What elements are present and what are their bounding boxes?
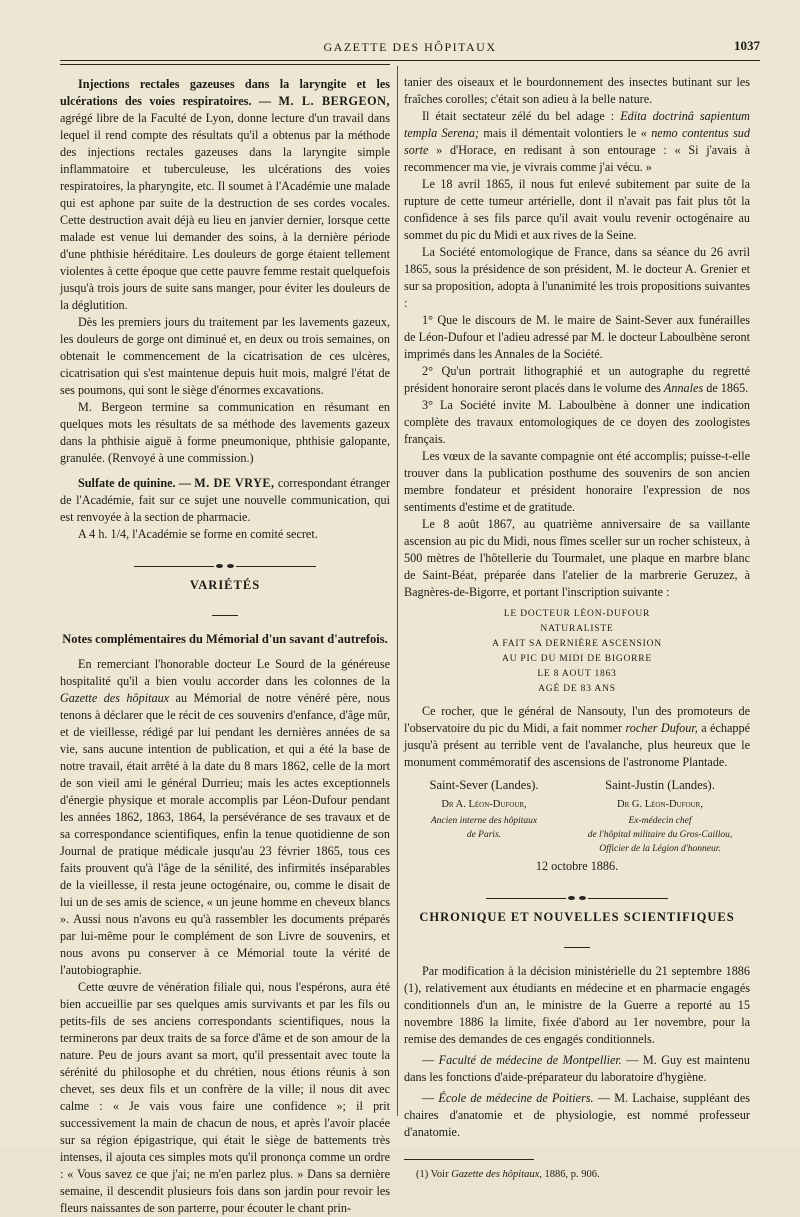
page-number: 1037: [734, 38, 760, 53]
title-rule: [60, 604, 390, 621]
varietes-subtitle: Notes complémentaires du Mémorial d'un savant d'autrefois.: [62, 632, 388, 646]
journal-title: GAZETTE DES HÔPITAUX: [323, 40, 497, 54]
section-separator: [60, 557, 390, 563]
signatures: [404, 777, 750, 855]
injections-paragraph-3: M. Bergeon termine sa communication en résumant en quelques mots les résultats de sa méthode des lavements gazeux dans la phthisie aiguë à forme pneumonique, phthisie galopante, granulée. (Renvoyé à une commission.): [60, 400, 390, 465]
left-column: [60, 76, 390, 1217]
quinine-title: Sulfate de quinine. —: [78, 476, 191, 490]
varietes-title: VARIÉTÉS: [189, 578, 261, 592]
inscription-line: NATURALISTE: [540, 624, 614, 634]
column-separator: [397, 66, 398, 1116]
right-paragraph-3: Le 18 avril 1865, il nous fut enlevé subitement par suite de la rupture de cette tumeur artérielle, dont il n'avait pas fait plus tôt la confidence à ses fils parce qu'il avait voulu revenir octogénaire au sommet du pic du Midi et aux rives de la Seine.: [404, 177, 750, 242]
inscription-line: LE DOCTEUR LÉON-DUFOUR: [503, 609, 651, 619]
signature-right: Saint-Justin (Landes). Dr G. Léon-Dufour, Ex-médecin chef de l'hôpital militaire du Gros-Caillou, Officier de la Légion d'honneur.: [587, 778, 733, 854]
right-paragraph-9: Le 8 août 1867, au quatrième anniversaire de sa vaillante ascension au pic du Midi, nous fîmes sceller sur un rocher schisteux, à 500 mètres de l'hôtellerie du Tourmalet, une plaque en marbre blanc de Saint-Béat, préparée dans l'atelier de la marbrerie Geruzez, à Bagnères-de-Bigorre, et portant l'inscription suivante :: [404, 517, 750, 599]
varietes-paragraph-2: Cette œuvre de vénération filiale qui, nous l'espérons, aura été bien accueillie par ses quelques amis survivants et par les fils ou petits-fils de ses anciens correspondants scientifiques, nous la terminerons par deux traits de sa force d'âme et de son amour de la nature. Peu de jours avant sa mort, qu'il pressentait avec toute la sérénité du philosophe et du chrétien, nous étions réunis à son chevet, ses deux fils et un confrère de la ville; il nous dit avec calme : « Je vais vous faire une confidence »; il prit successivement la main de chacun de nous, et après l'avoir placée sur sa région épigastrique, qui était le siège de battements très intenses, il ajouta ces simples mots qu'il prononça comme un ordre : « Vous savez ce que j'ai; ne m'en parlez plus. » Dans sa dernière semaine, il descendit plusieurs fois dans son jardin pour revoir les fleurs naissantes de son parterre, pour écouter le chant prin-: [60, 980, 390, 1215]
right-paragraph-8: Les vœux de la savante compagnie ont été accomplis; puisse-t-elle trouver dans la publication posthume des souvenirs de son ancien membre fondateur et président honoraire l'expression de nos sentiments d'estime et de gratitude.: [404, 449, 750, 514]
quinine-paragraph-2: A 4 h. 1/4, l'Académie se forme en comité secret.: [78, 527, 318, 541]
right-paragraph-7: 3° La Société invite M. Laboulbène à donner une indication complète des travaux entomologiques de ce doyen des zoologistes français.: [404, 398, 750, 446]
quinine-author: M. DE VRYE,: [194, 476, 275, 490]
right-paragraph-10: Ce rocher, que le général de Nansouty, l'un des promoteurs de l'observatoire du pic du Midi, a fait nommer rocher Dufour, a échappé jusqu'à présent au terrible vent de l'avalanche, plus heureux que le monument commémoratif des ascensions de l'astronome Plantade.: [404, 704, 750, 769]
right-paragraph-4: La Société entomologique de France, dans sa séance du 26 avril 1865, sous la présidence de son président, M. le docteur A. Grenier et sur sa proposition, adopta à l'unanimité les trois propositions suivantes :: [404, 245, 750, 310]
chronique-paragraph-1: Par modification à la décision ministérielle du 21 septembre 1886 (1), relativement aux étudiants en médecine et en pharmacie engagés conditionnels d'un an, le ministre de la Guerre a reporté au 15 novembre 1886 la limite, fixée d'abord au 1er novembre, pour la remise des demandes de ces engagés conditionnels.: [404, 964, 750, 1046]
quinine-paragraph-1: correspondant étranger de l'Académie, fait sur ce sujet une nouvelle communication, qui est renvoyée à la section de pharmacie.: [60, 476, 390, 524]
injections-article: [60, 76, 390, 314]
chronique-paragraph-2: — Faculté de médecine de Montpellier. — M. Guy est maintenu dans les fonctions d'aide-préparateur du laboratoire d'hygiène.: [404, 1053, 750, 1084]
quinine-article: [60, 475, 390, 526]
injections-title: Injections rectales gazeuses dans la laryngite et les ulcérations des voies respiratoires. —: [60, 77, 390, 108]
injections-author: M. L. BERGEON,: [278, 94, 390, 108]
inscription: [404, 607, 750, 697]
header-rule-secondary: [60, 64, 390, 65]
footnote-rule: [404, 1159, 534, 1160]
chronique-title: CHRONIQUE ET NOUVELLES SCIENTIFIQUES: [419, 910, 735, 924]
signature-date: 12 octobre 1886.: [535, 859, 619, 873]
injections-paragraph-1: agrégé libre de la Faculté de Lyon, donne lecture d'un travail dans lequel il rend compte des résultats qu'il a obtenus par la méthode des injections rectales gazeuses dans la laryngite simple inflammatoire et tuberculeuse, les ulcérations des voies respiratoires, la pharyngite, etc. Il soumet à l'Académie une malade qui est aphone par suite de la destruction de ses cordes vocales. Cette destruction avait déjà eu lieu en janvier dernier, lorsque cette malade est venue lui demander des soins, à la dernière période d'une phthisie héréditaire. Les douleurs de gorge étaient tellement violentes à cette époque que cette pauvre femme restait quelquefois jusqu'à trois jours de suite sans manger, pour éviter les douleurs de la déglutition.: [60, 111, 390, 312]
title-rule: [404, 936, 750, 953]
right-paragraph-5: 1° Que le discours de M. le maire de Saint-Sever aux funérailles de Léon-Dufour et l'adieu adressé par M. le docteur Laboulbène seront imprimés dans les Annales de la Société.: [404, 313, 750, 361]
inscription-line: AGÉ DE 83 ANS: [538, 684, 616, 694]
page-header: [60, 36, 760, 56]
section-separator: [404, 889, 750, 895]
varietes-paragraph-1: En remerciant l'honorable docteur Le Sourd de la généreuse hospitalité qu'il a bien voulu accorder dans les colonnes de la Gazette des hôpitaux au Mémorial de notre vénéré père, nous tenons à déclarer que le récit de ces souvenirs d'enfance, d'âge mûr, et de vieillesse, rédigé par lui pendant les dernières années de sa vie, sans aucune intention de publication, et qui a été la base de notre travail, était arrêté à la date du 8 mars 1862, celle de la mort de son vieil ami le général Durrieu; mais les actes exceptionnels d'énergie physique et morale accomplis par Léon-Dufour pendant les années 1862, 1863, 1864, la persévérance de ses travaux et de sa correspondance scientifiques, enfin la tenue quotidienne de son Journal de pratique médicale jusqu'au 23 février 1865, tous ces faits prouvent qu'à l'âge de la sénilité, des infirmités inséparables de la vieillesse, il resta jeune octogénaire, ou, comme le disait de lui un de ses amis de science, « un jeune homme en cheveux blancs ». Aussi nous n'avons eu qu'à rassembler les documents préparés par lui-même pour le complément de son Livre de souvenirs, et nous avons pu conserver à ce Mémorial toute la vérité de l'autobiographie.: [60, 657, 390, 977]
signature-left: Saint-Sever (Landes). Dr A. Léon-Dufour, Ancien interne des hôpitaux de Paris.: [429, 778, 539, 840]
footnote: (1) Voir Gazette des hôpitaux, 1886, p. 906.: [416, 1169, 600, 1180]
chronique-paragraph-3: — École de médecine de Poitiers. — M. Lachaise, suppléant des chaires d'anatomie et de physiologie, est nommé professeur d'anatomie.: [404, 1091, 750, 1139]
inscription-line: LE 8 AOUT 1863: [537, 669, 617, 679]
header-rule: [60, 60, 760, 61]
journal-name: Gazette des hôpitaux: [60, 691, 170, 705]
right-column: [404, 74, 750, 1183]
right-paragraph-1: tanier des oiseaux et le bourdonnement des insectes butinant sur les fraîches corolles; c'était son adieu à la belle nature.: [404, 75, 750, 106]
inscription-line: A FAIT SA DERNIÈRE ASCENSION: [492, 639, 662, 649]
right-paragraph-2: Il était sectateur zélé du bel adage : Edita doctrinâ sapientum templa Serena; mais il démentait volontiers le « nemo contentus sud sorte » d'Horace, en redisant à son entourage : « Si j'avais à recommencer ma vie, je vivrais comme j'ai vécu. »: [404, 109, 750, 174]
injections-paragraph-2: Dès les premiers jours du traitement par les lavements gazeux, les douleurs de gorge ont diminué et, en deux ou trois semaines, on obtenait le commencement de la cicatrisation de ces ulcères, cicatrisation qui s'est maintenue depuis huit mois, malgré l'état de ses poumons, qui sont le siège d'énormes excavations.: [60, 315, 390, 397]
inscription-line: AU PIC DU MIDI DE BIGORRE: [501, 654, 653, 664]
right-paragraph-6: 2° Qu'un portrait lithographié et un autographe du regretté président honoraire seront placés dans le volume des Annales de 1865.: [404, 364, 750, 395]
